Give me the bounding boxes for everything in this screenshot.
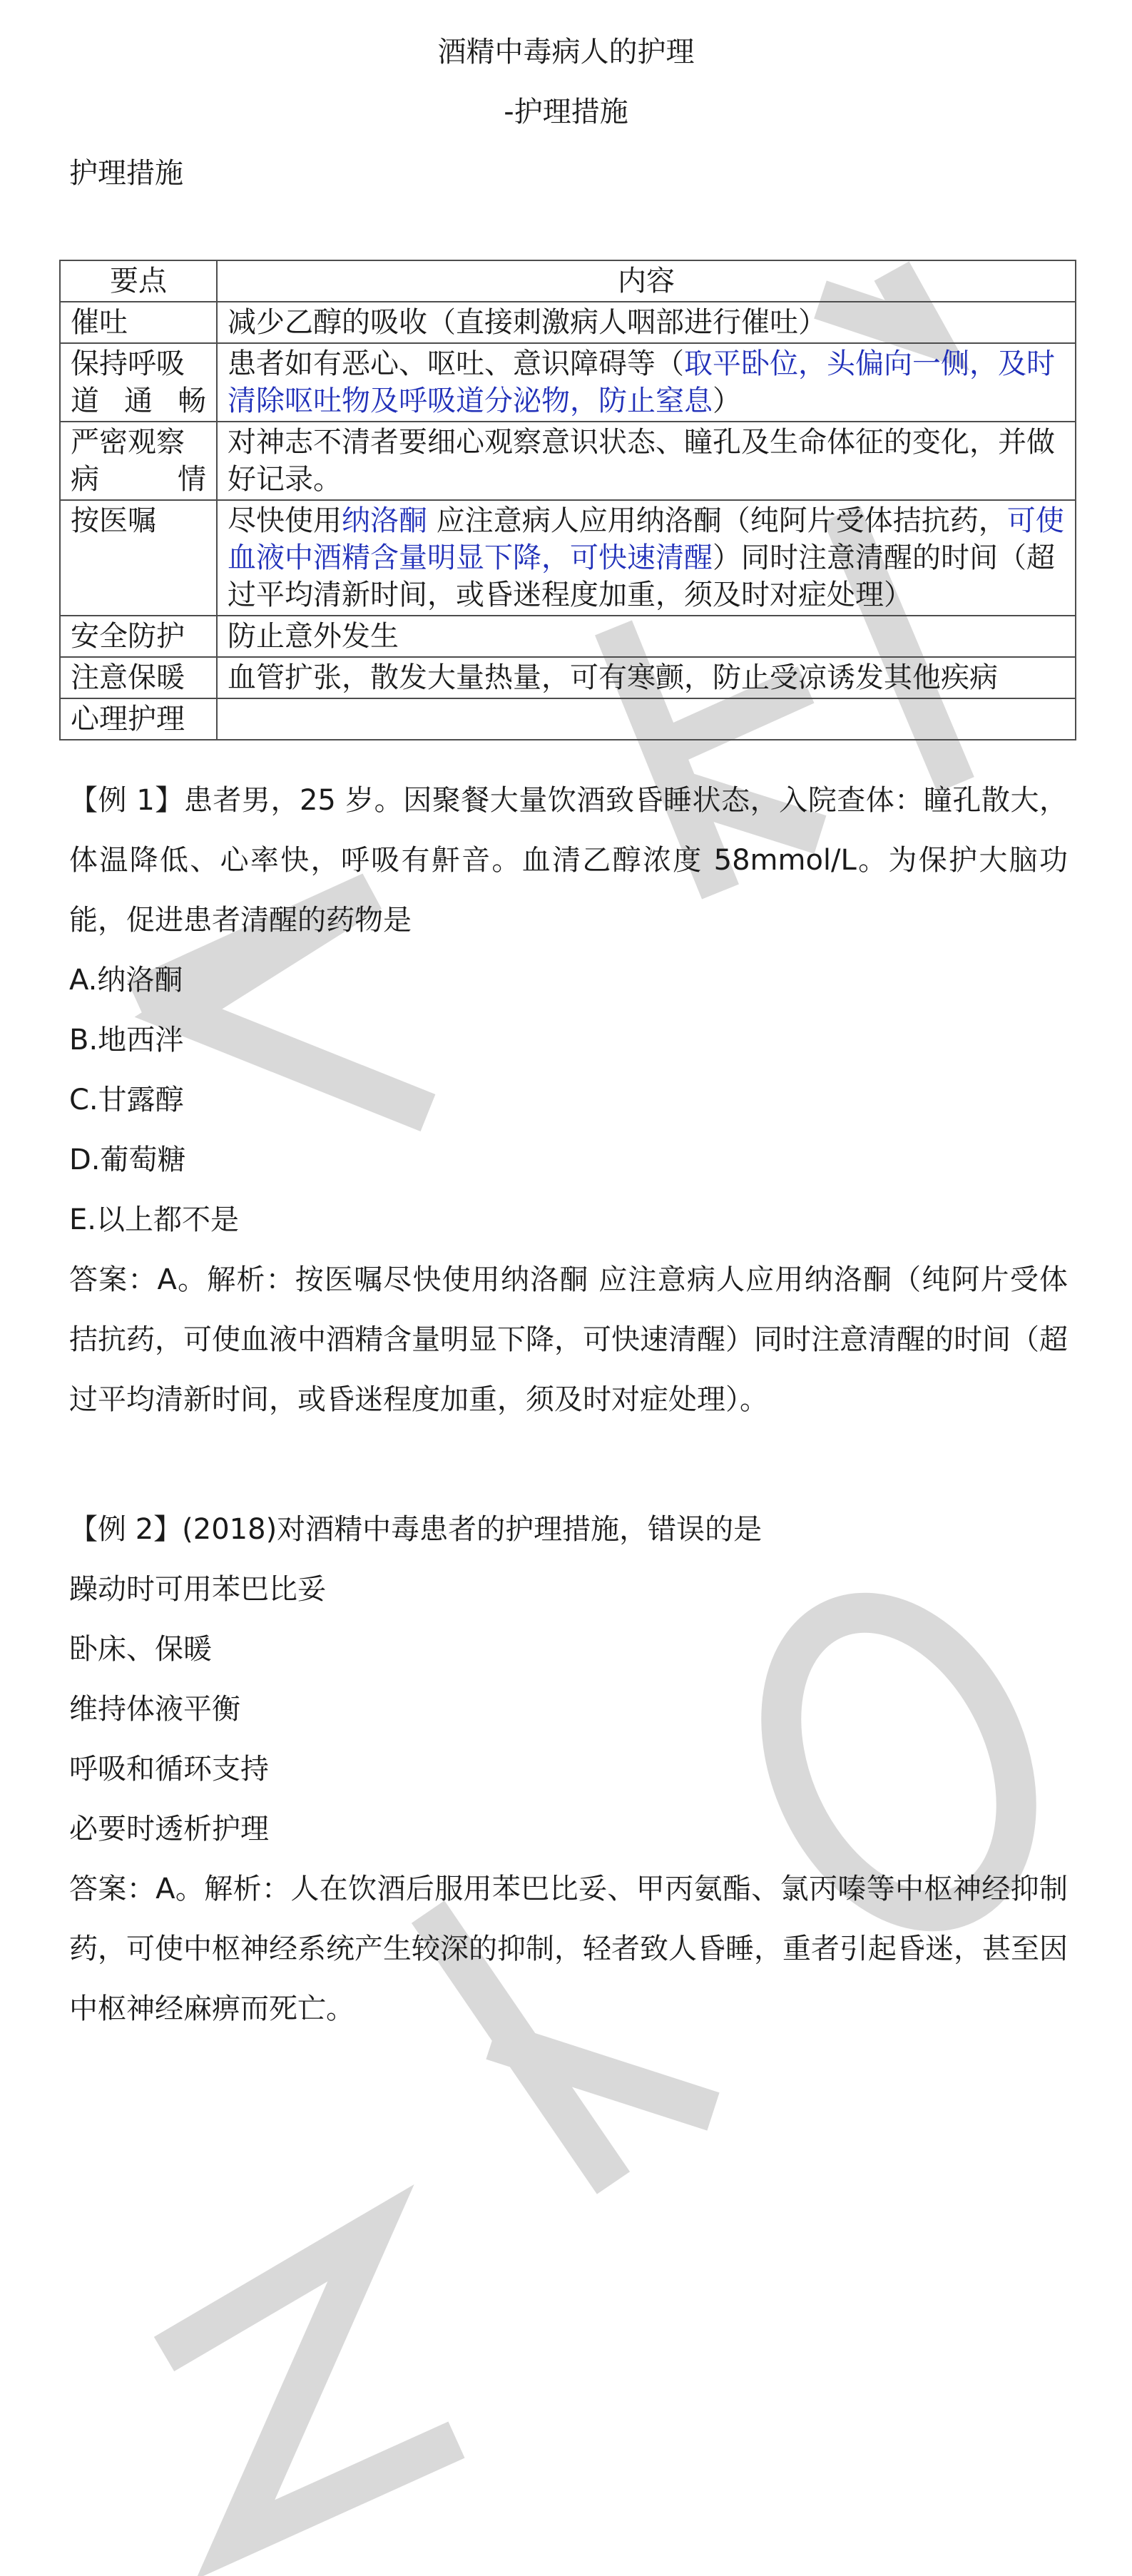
table-cell-key: 保持呼吸道通畅 bbox=[60, 343, 217, 422]
column-header-content: 内容 bbox=[217, 260, 1076, 302]
answer-option: B.地西泮 bbox=[69, 1024, 184, 1057]
table-cell-content bbox=[217, 616, 1076, 657]
example-2-question bbox=[69, 1500, 1068, 1559]
table-cell-key: 注意保暖 bbox=[60, 657, 217, 698]
example-1-question bbox=[69, 770, 1068, 950]
content-text: 患者如有恶心、呕吐、意识障碍等（ bbox=[228, 347, 684, 380]
table-row bbox=[60, 657, 1076, 698]
highlighted-text: 纳洛酮 bbox=[342, 504, 427, 537]
example-1 bbox=[69, 770, 1068, 1430]
section-heading: 护理措施 bbox=[69, 157, 183, 190]
content-text: 尽快使用 bbox=[228, 504, 342, 537]
content-text: 减少乙醇的吸收（直接刺激病人咽部进行催吐） bbox=[228, 306, 827, 339]
table-cell-content bbox=[217, 343, 1076, 422]
page-title: 酒精中毒病人的护理 bbox=[437, 36, 695, 68]
answer-option: A.纳洛酮 bbox=[69, 964, 183, 997]
table-row bbox=[60, 616, 1076, 657]
table-body bbox=[60, 302, 1076, 740]
table-cell-key: 安全防护 bbox=[60, 616, 217, 657]
table-row bbox=[60, 698, 1076, 740]
table-row bbox=[60, 422, 1076, 500]
page-subtitle: -护理措施 bbox=[504, 96, 628, 128]
example-2-options bbox=[69, 1559, 1068, 1859]
content-text: 防止意外发生 bbox=[228, 620, 399, 653]
column-header-key: 要点 bbox=[60, 260, 217, 302]
answer-option: C.甘露醇 bbox=[69, 1084, 184, 1116]
example-2-label: 【例 2】 bbox=[69, 1513, 183, 1546]
content-text: 应注意病人应用纳洛酮（纯阿片受体拮抗药， bbox=[427, 504, 1007, 537]
answer-option: 必要时透析护理 bbox=[69, 1813, 269, 1846]
highlighted-text: 可使血液中酒精含量明显下降，可快速清醒 bbox=[228, 504, 1064, 574]
content-text: 血管扩张，散发大量热量，可有寒颤，防止受凉诱发其他疾病 bbox=[228, 661, 998, 694]
content-text: ） bbox=[713, 385, 741, 417]
answer-option: 卧床、保暖 bbox=[69, 1633, 212, 1666]
example-1-options bbox=[69, 950, 1068, 1250]
table-cell-content bbox=[217, 302, 1076, 343]
table-cell-content bbox=[217, 422, 1076, 500]
example-2-stem: (2018)对酒精中毒患者的护理措施，错误的是 bbox=[182, 1513, 763, 1546]
answer-option: E.以上都不是 bbox=[69, 1203, 239, 1236]
table-row bbox=[60, 302, 1076, 343]
example-1-answer: 答案：A。解析：按医嘱尽快使用纳洛酮 应注意病人应用纳洛酮（纯阿片受体拮抗药，可使血液中酒精含量明显下降，可快速清醒）同时注意清醒的时间（超过平均清新时间，或昏迷程度加重，须及时对症处理）。 bbox=[69, 1263, 1068, 1416]
highlighted-text: 取平卧位，头偏向一侧，及时清除呕吐物及呼吸道分泌物，防止窒息 bbox=[228, 347, 1055, 417]
example-2 bbox=[69, 1500, 1068, 2039]
content-text: ）同时注意清醒的时间（超过平均清新时间，或昏迷程度加重，须及时对症处理） bbox=[228, 541, 1055, 611]
answer-option: 躁动时可用苯巴比妥 bbox=[69, 1573, 326, 1606]
answer-option: D.葡萄糖 bbox=[69, 1144, 186, 1176]
answer-option: 维持体液平衡 bbox=[69, 1693, 240, 1726]
nursing-measures-table bbox=[59, 260, 1076, 740]
table-row bbox=[60, 500, 1076, 616]
table-row bbox=[60, 343, 1076, 422]
table-cell-key: 催吐 bbox=[60, 302, 217, 343]
table-cell-key: 按医嘱 bbox=[60, 500, 217, 616]
table-cell-content bbox=[217, 500, 1076, 616]
table-cell-key: 严密观察病情 bbox=[60, 422, 217, 500]
table-header-row bbox=[60, 260, 1076, 302]
answer-option: 呼吸和循环支持 bbox=[69, 1753, 269, 1786]
example-1-stem: 患者男，25 岁。因聚餐大量饮酒致昏睡状态，入院查体：瞳孔散大，体温降低、心率快，呼吸有鼾音。血清乙醇浓度 58mmol/L。为保护大脑功能，促进患者清醒的药物是 bbox=[69, 784, 1068, 937]
example-1-label: 【例 1】 bbox=[69, 784, 184, 817]
table-cell-content bbox=[217, 657, 1076, 698]
example-2-answer: 答案：A。解析：人在饮酒后服用苯巴比妥、甲丙氨酯、氯丙嗪等中枢神经抑制药，可使中枢神经系统产生较深的抑制，轻者致人昏睡，重者引起昏迷，甚至因中枢神经麻痹而死亡。 bbox=[69, 1873, 1068, 2025]
table-cell-key: 心理护理 bbox=[60, 698, 217, 740]
table-cell-content bbox=[217, 698, 1076, 740]
content-text: 对神志不清者要细心观察意识状态、瞳孔及生命体征的变化，并做好记录。 bbox=[228, 426, 1055, 496]
